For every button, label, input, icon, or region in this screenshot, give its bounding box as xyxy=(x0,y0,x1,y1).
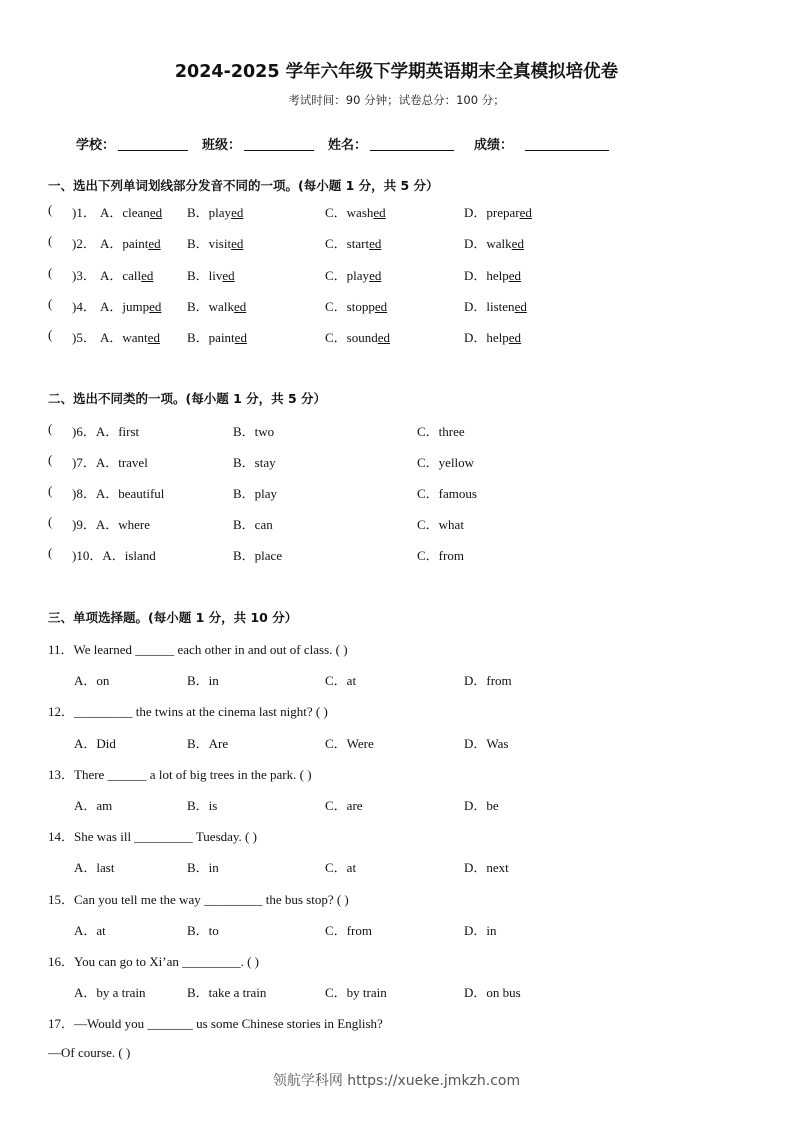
question-options: A．at B．to C．from D．in xyxy=(74,923,497,938)
question-stem: 13．There ______ a lot of big trees in the park. ( ) xyxy=(48,767,312,782)
section2-question: ( )9．A．where B．can C．what xyxy=(48,514,464,532)
question-options: A．by a train B．take a train C．by train D．on bus xyxy=(74,985,521,1000)
class-label: 班级： xyxy=(202,138,242,153)
section1-question: ( )1． A．cleaned B．played C．washed D．prepared xyxy=(48,202,532,220)
section2-question: ( )7．A．travel B．stay C．yellow xyxy=(48,452,475,470)
section2-question: ( )10．A．island B．place C．from xyxy=(48,545,464,563)
score-label: 成绩： xyxy=(474,138,514,153)
class-blank[interactable] xyxy=(244,150,314,151)
section2-heading: 二、选出不同类的一项。(每小题 1 分，共 5 分） xyxy=(48,391,327,406)
exam-info: 考试时间：90 分钟；试卷总分：100 分； xyxy=(288,93,505,107)
question-reply: —Of course. ( ) xyxy=(48,1045,131,1060)
question-stem: 17．—Would you _______ us some Chinese stories in English? xyxy=(48,1016,383,1031)
section2-question: ( )6．A．first B．two C．three xyxy=(48,421,465,439)
question-stem: 14．She was ill _________ Tuesday. ( ) xyxy=(48,829,257,844)
question-options: A．Did B．Are C．Were D．Was xyxy=(74,736,509,751)
section1-question: ( )3． A．called B．lived C．played D．helped xyxy=(48,265,522,283)
question-options: A．last B．in C．at D．next xyxy=(74,860,509,875)
question-options: A．on B．in C．at D．from xyxy=(74,673,512,688)
name-blank[interactable] xyxy=(370,150,454,151)
section1-heading: 一、选出下列单词划线部分发音不同的一项。(每小题 1 分，共 5 分） xyxy=(48,178,439,193)
name-label: 姓名： xyxy=(328,138,368,153)
section1-question: ( )2． A．painted B．visited C．started D．walked xyxy=(48,233,524,251)
question-stem: 16．You can go to Xi’an _________. ( ) xyxy=(48,954,259,969)
school-blank[interactable] xyxy=(118,150,188,151)
question-options: A．am B．is C．are D．be xyxy=(74,798,499,813)
question-stem: 12．_________ the twins at the cinema last night? ( ) xyxy=(48,704,328,719)
score-blank[interactable] xyxy=(525,150,609,151)
section2-question: ( )8．A．beautiful B．play C．famous xyxy=(48,483,477,501)
question-stem: 11．We learned ______ each other in and out of class. ( ) xyxy=(48,642,348,657)
school-label: 学校： xyxy=(76,138,116,153)
footer-watermark: 领航学科网 https://xueke.jmkzh.com xyxy=(272,1073,521,1089)
section3-heading: 三、单项选择题。(每小题 1 分，共 10 分） xyxy=(48,610,298,625)
section1-question: ( )4． A．jumped B．walked C．stopped D．listened xyxy=(48,296,527,314)
page-title: 2024-2025 学年六年级下学期英语期末全真模拟培优卷 xyxy=(174,62,619,82)
section1-question: ( )5． A．wanted B．painted C．sounded D．helped xyxy=(48,327,522,345)
question-stem: 15．Can you tell me the way _________ the bus stop? ( ) xyxy=(48,892,349,907)
